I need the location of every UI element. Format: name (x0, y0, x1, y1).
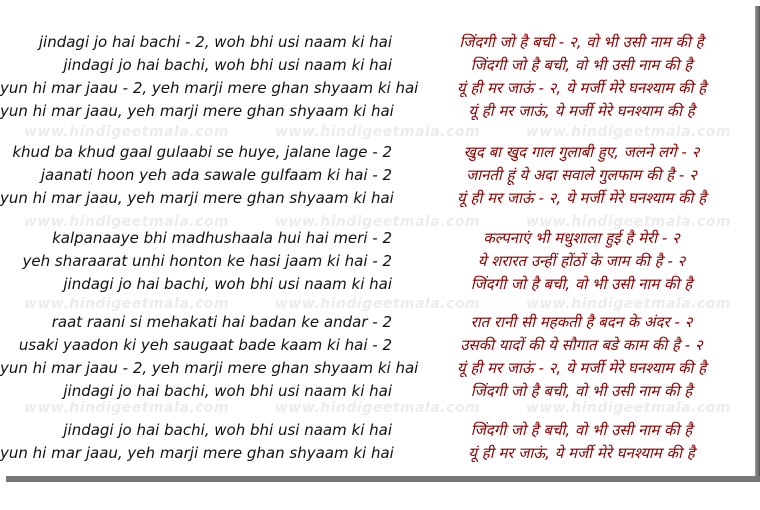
site-url-link[interactable]: http://www.hindigeetmala.com (231, 479, 524, 499)
lyric-english: yeh sharaarat unhi honton ke hasi jaam ki hai - 2 (22, 251, 392, 270)
verse-3 (0, 226, 755, 295)
watermark: www.hindigeetmala.com (24, 124, 230, 140)
lyric-hindi: जिंदगी जो है बची, वो भी उसी नाम की है (470, 420, 693, 439)
lyric-english: raat raani si mehakati hai badan ke andar - 2 (51, 312, 392, 331)
lyric-line (0, 76, 755, 99)
lyric-english: yun hi mar jaau - 2, yeh marji mere ghan shyaam ki hai (0, 358, 419, 377)
lyric-english: jindagi jo hai bachi, woh bhi usi naam ki hai (63, 274, 392, 293)
lyric-hindi: जिंदगी जो है बची, वो भी उसी नाम की है (470, 55, 693, 74)
lyric-hindi: जिंदगी जो है बची, वो भी उसी नाम की है (470, 274, 693, 293)
lyric-line (0, 272, 755, 295)
right-shadow (755, 6, 760, 482)
watermark: www.hindigeetmala.com (274, 124, 481, 140)
verse-1 (0, 30, 755, 122)
lyric-hindi: कल्पनाएं भी मधुशाला हुई है मेरी - २ (483, 228, 680, 247)
lyric-english: khud ba khud gaal gulaabi se huye, jalane lage - 2 (12, 142, 392, 161)
lyric-line (0, 418, 755, 441)
lyric-english: kalpanaaye bhi madhushaala hui hai meri - 2 (52, 228, 392, 247)
lyric-line (0, 163, 755, 186)
watermark: www.hindigeetmala.com (24, 400, 230, 416)
lyric-hindi: जिंदगी जो है बची, वो भी उसी नाम की है (470, 381, 693, 400)
lyric-english: yun hi mar jaau, yeh marji mere ghan shyaam ki hai (0, 443, 394, 462)
lyric-english: jindagi jo hai bachi, woh bhi usi naam ki hai (63, 381, 392, 400)
lyric-line (0, 310, 755, 333)
lyric-hindi: खुद बा खुद गाल गुलाबी हुए, जलने लगे - २ (463, 142, 700, 161)
lyric-english: yun hi mar jaau, yeh marji mere ghan shyaam ki hai (0, 188, 394, 207)
lyric-hindi: यूं ही मर जाऊं, ये मर्जी मेरे घनश्याम की है (468, 101, 695, 120)
watermark: www.hindigeetmala.com (525, 296, 731, 312)
watermark: www.hindigeetmala.com (24, 214, 230, 230)
watermark: www.hindigeetmala.com (525, 400, 731, 416)
lyric-line (0, 249, 755, 272)
lyric-english: jindagi jo hai bachi, woh bhi usi naam ki hai (63, 55, 392, 74)
lyric-line (0, 333, 755, 356)
lyric-hindi: यूं ही मर जाऊं - २, ये मर्जी मेरे घनश्याम की है (456, 188, 707, 207)
lyric-line (0, 186, 755, 209)
lyric-hindi: रात रानी सी महकती है बदन के अंदर - २ (470, 312, 693, 331)
lyric-line (0, 356, 755, 379)
lyric-hindi: ये शरारत उन्हीं होंठों के जाम की है - २ (477, 251, 686, 270)
lyric-english: yun hi mar jaau, yeh marji mere ghan shyaam ki hai (0, 101, 394, 120)
lyric-hindi: जानती हूं ये अदा सवाले गुलफाम की है - २ (466, 165, 697, 184)
footer (0, 478, 755, 500)
watermark: www.hindigeetmala.com (274, 214, 481, 230)
lyric-line (0, 140, 755, 163)
watermark: www.hindigeetmala.com (525, 124, 731, 140)
watermark: www.hindigeetmala.com (274, 296, 481, 312)
watermark: www.hindigeetmala.com (274, 400, 481, 416)
watermark-row (0, 400, 755, 418)
lyric-line (0, 53, 755, 76)
lyric-hindi: यूं ही मर जाऊं, ये मर्जी मेरे घनश्याम की है (468, 443, 695, 462)
lyric-english: jindagi jo hai bachi - 2, woh bhi usi naam ki hai (38, 32, 392, 51)
verse-5 (0, 418, 755, 464)
lyric-line (0, 226, 755, 249)
lyric-english: jindagi jo hai bachi, woh bhi usi naam ki hai (63, 420, 392, 439)
lyric-line (0, 441, 755, 464)
verse-4 (0, 310, 755, 402)
lyric-line (0, 30, 755, 53)
watermark: www.hindigeetmala.com (525, 214, 731, 230)
lyric-english: yun hi mar jaau - 2, yeh marji mere ghan shyaam ki hai (0, 78, 419, 97)
lyric-hindi: जिंदगी जो है बची - २, वो भी उसी नाम की है (459, 32, 704, 51)
watermark: www.hindigeetmala.com (24, 296, 230, 312)
verse-2 (0, 140, 755, 209)
lyric-hindi: यूं ही मर जाऊं - २, ये मर्जी मेरे घनश्याम की है (456, 78, 707, 97)
lyric-line (0, 379, 755, 402)
lyric-line (0, 99, 755, 122)
lyric-english: jaanati hoon yeh ada sawale gulfaam ki hai - 2 (40, 165, 392, 184)
lyric-hindi: यूं ही मर जाऊं - २, ये मर्जी मेरे घनश्याम की है (456, 358, 707, 377)
lyric-english: usaki yaadon ki yeh saugaat bade kaam ki hai - 2 (18, 335, 392, 354)
lyric-hindi: उसकी यादों की ये सौगात बडे काम की है - २ (460, 335, 703, 354)
